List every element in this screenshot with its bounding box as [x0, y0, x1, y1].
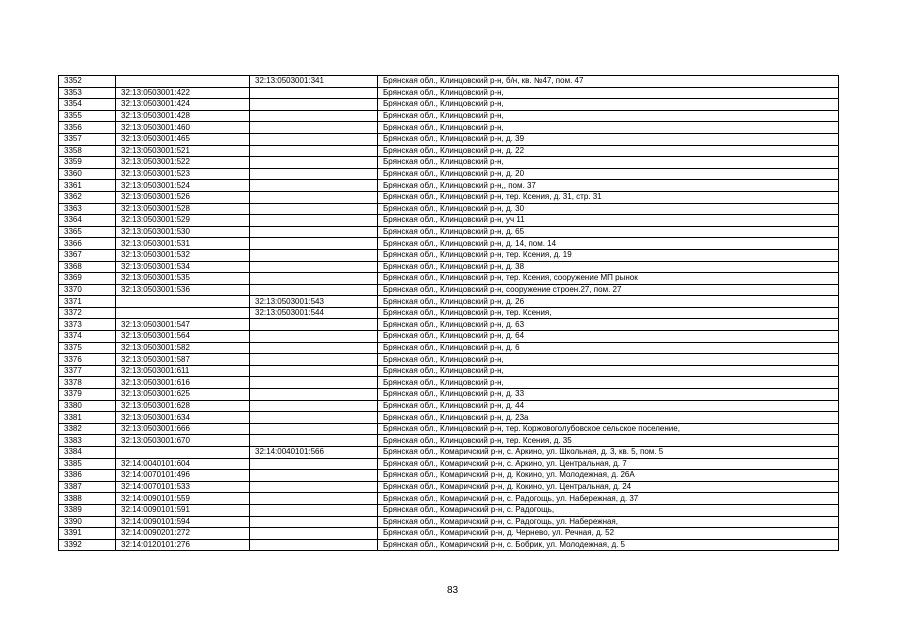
cadastral-building-cell	[250, 435, 378, 447]
cadastral-building-cell	[250, 122, 378, 134]
row-number-cell: 3356	[59, 122, 116, 134]
table-row	[59, 481, 839, 493]
registry-table	[58, 75, 839, 551]
cadastral-building-cell	[250, 400, 378, 412]
address-cell: Брянская обл., Клинцовский р-н, д. 38	[378, 261, 839, 273]
table-row	[59, 423, 839, 435]
cadastral-land-cell: 32:13:0503001:625	[116, 389, 250, 401]
cadastral-building-cell	[250, 412, 378, 424]
cadastral-land-cell: 32:13:0503001:564	[116, 331, 250, 343]
table-row	[59, 110, 839, 122]
address-cell: Брянская обл., Клинцовский р-н, д. 23а	[378, 412, 839, 424]
row-number-cell: 3352	[59, 76, 116, 88]
cadastral-land-cell: 32:13:0503001:529	[116, 215, 250, 227]
cadastral-land-cell: 32:13:0503001:521	[116, 145, 250, 157]
cadastral-building-cell	[250, 133, 378, 145]
address-cell: Брянская обл., Клинцовский р-н,	[378, 377, 839, 389]
cadastral-land-cell	[116, 296, 250, 308]
table-row	[59, 504, 839, 516]
address-cell: Брянская обл., Комаричский р-н, с. Бобрик, ул. Молодежная, д. 5	[378, 539, 839, 551]
cadastral-building-cell	[250, 319, 378, 331]
cadastral-building-cell	[250, 354, 378, 366]
address-cell: Брянская обл., Клинцовский р-н, тер. Ксения, д. 19	[378, 249, 839, 261]
cadastral-land-cell: 32:14:0040101:604	[116, 458, 250, 470]
cadastral-land-cell: 32:13:0503001:422	[116, 87, 250, 99]
address-cell: Брянская обл., Клинцовский р-н,	[378, 365, 839, 377]
row-number-cell: 3374	[59, 331, 116, 343]
cadastral-land-cell: 32:13:0503001:536	[116, 284, 250, 296]
cadastral-land-cell: 32:13:0503001:611	[116, 365, 250, 377]
table-row	[59, 249, 839, 261]
cadastral-building-cell	[250, 145, 378, 157]
row-number-cell: 3353	[59, 87, 116, 99]
cadastral-land-cell: 32:13:0503001:666	[116, 423, 250, 435]
cadastral-building-cell	[250, 470, 378, 482]
cadastral-land-cell: 32:14:0120101:276	[116, 539, 250, 551]
table-row	[59, 412, 839, 424]
cadastral-land-cell: 32:13:0503001:522	[116, 157, 250, 169]
table-row	[59, 273, 839, 285]
cadastral-land-cell: 32:13:0503001:428	[116, 110, 250, 122]
cadastral-land-cell	[116, 307, 250, 319]
cadastral-building-cell	[250, 377, 378, 389]
cadastral-building-cell	[250, 215, 378, 227]
cadastral-building-cell	[250, 191, 378, 203]
address-cell: Брянская обл., Клинцовский р-н, д. 26	[378, 296, 839, 308]
cadastral-building-cell	[250, 99, 378, 111]
cadastral-land-cell: 32:13:0503001:532	[116, 249, 250, 261]
row-number-cell: 3369	[59, 273, 116, 285]
cadastral-building-cell: 32:14:0040101:566	[250, 447, 378, 459]
cadastral-building-cell	[250, 203, 378, 215]
table-row	[59, 122, 839, 134]
address-cell: Брянская обл., Клинцовский р-н,	[378, 157, 839, 169]
address-cell: Брянская обл., Клинцовский р-н,	[378, 99, 839, 111]
table-row	[59, 191, 839, 203]
cadastral-land-cell: 32:14:0090101:559	[116, 493, 250, 505]
table-row	[59, 354, 839, 366]
row-number-cell: 3368	[59, 261, 116, 273]
cadastral-land-cell: 32:13:0503001:670	[116, 435, 250, 447]
cadastral-building-cell	[250, 261, 378, 273]
address-cell: Брянская обл., Клинцовский р-н, д. 44	[378, 400, 839, 412]
cadastral-land-cell: 32:13:0503001:534	[116, 261, 250, 273]
row-number-cell: 3357	[59, 133, 116, 145]
cadastral-building-cell	[250, 273, 378, 285]
cadastral-building-cell	[250, 365, 378, 377]
address-cell: Брянская обл., Клинцовский р-н, д. 65	[378, 226, 839, 238]
cadastral-land-cell: 32:13:0503001:528	[116, 203, 250, 215]
cadastral-building-cell	[250, 342, 378, 354]
row-number-cell: 3387	[59, 481, 116, 493]
row-number-cell: 3392	[59, 539, 116, 551]
cadastral-land-cell: 32:14:0090101:594	[116, 516, 250, 528]
cadastral-building-cell	[250, 226, 378, 238]
table-row	[59, 99, 839, 111]
cadastral-building-cell	[250, 110, 378, 122]
address-cell: Брянская обл., Клинцовский р-н, д. 64	[378, 331, 839, 343]
row-number-cell: 3386	[59, 470, 116, 482]
cadastral-land-cell: 32:13:0503001:628	[116, 400, 250, 412]
cadastral-building-cell	[250, 481, 378, 493]
cadastral-land-cell	[116, 76, 250, 88]
address-cell: Брянская обл., Клинцовский р-н, тер. Ксения,	[378, 307, 839, 319]
cadastral-building-cell	[250, 423, 378, 435]
table-row	[59, 226, 839, 238]
cadastral-land-cell: 32:13:0503001:424	[116, 99, 250, 111]
row-number-cell: 3366	[59, 238, 116, 250]
row-number-cell: 3361	[59, 180, 116, 192]
cadastral-land-cell: 32:13:0503001:524	[116, 180, 250, 192]
row-number-cell: 3367	[59, 249, 116, 261]
cadastral-land-cell: 32:13:0503001:526	[116, 191, 250, 203]
address-cell: Брянская обл., Комаричский р-н, с. Аркино, ул. Центральная, д. 7	[378, 458, 839, 470]
table-row	[59, 261, 839, 273]
row-number-cell: 3359	[59, 157, 116, 169]
table-row	[59, 493, 839, 505]
address-cell: Брянская обл., Клинцовский р-н, б/н, кв. №47, пом. 47	[378, 76, 839, 88]
cadastral-building-cell: 32:13:0503001:543	[250, 296, 378, 308]
address-cell: Брянская обл., Клинцовский р-н,	[378, 87, 839, 99]
table-row	[59, 180, 839, 192]
cadastral-land-cell: 32:14:0070101:496	[116, 470, 250, 482]
cadastral-land-cell: 32:14:0070101:533	[116, 481, 250, 493]
address-cell: Брянская обл., Клинцовский р-н, уч 11	[378, 215, 839, 227]
table-row	[59, 296, 839, 308]
table-row	[59, 389, 839, 401]
cadastral-building-cell	[250, 249, 378, 261]
table-row	[59, 377, 839, 389]
row-number-cell: 3383	[59, 435, 116, 447]
cadastral-building-cell	[250, 157, 378, 169]
address-cell: Брянская обл., Клинцовский р-н, сооружение строен.27, пом. 27	[378, 284, 839, 296]
cadastral-land-cell: 32:13:0503001:616	[116, 377, 250, 389]
cadastral-building-cell	[250, 389, 378, 401]
cadastral-building-cell	[250, 493, 378, 505]
table-row	[59, 133, 839, 145]
address-cell: Брянская обл., Комаричский р-н, д. Кокино, ул. Молодежная, д. 26А	[378, 470, 839, 482]
table-row	[59, 157, 839, 169]
address-cell: Брянская обл., Клинцовский р-н,	[378, 354, 839, 366]
cadastral-building-cell	[250, 331, 378, 343]
cadastral-land-cell: 32:13:0503001:531	[116, 238, 250, 250]
table-row	[59, 307, 839, 319]
address-cell: Брянская обл., Комаричский р-н, с. Радогощь, ул. Набережная,	[378, 516, 839, 528]
table-row	[59, 435, 839, 447]
page-number: 83	[446, 585, 459, 596]
address-cell: Брянская обл., Клинцовский р-н, д. 20	[378, 168, 839, 180]
table-row	[59, 203, 839, 215]
table-row	[59, 215, 839, 227]
cadastral-building-cell	[250, 238, 378, 250]
table-row	[59, 238, 839, 250]
table-row	[59, 470, 839, 482]
row-number-cell: 3380	[59, 400, 116, 412]
table-row	[59, 284, 839, 296]
table-row	[59, 458, 839, 470]
cadastral-building-cell	[250, 180, 378, 192]
row-number-cell: 3372	[59, 307, 116, 319]
row-number-cell: 3360	[59, 168, 116, 180]
row-number-cell: 3375	[59, 342, 116, 354]
cadastral-land-cell: 32:13:0503001:582	[116, 342, 250, 354]
cadastral-building-cell	[250, 284, 378, 296]
table-row	[59, 145, 839, 157]
cadastral-land-cell: 32:14:0090101:591	[116, 504, 250, 516]
address-cell: Брянская обл., Клинцовский р-н, д. 30	[378, 203, 839, 215]
address-cell: Брянская обл., Клинцовский р-н, тер. Коржовоголубовское сельское поселение,	[378, 423, 839, 435]
row-number-cell: 3391	[59, 528, 116, 540]
address-cell: Брянская обл., Клинцовский р-н, тер. Ксения, д. 31, стр. 31	[378, 191, 839, 203]
row-number-cell: 3365	[59, 226, 116, 238]
table-row	[59, 76, 839, 88]
address-cell: Брянская обл., Клинцовский р-н, д. 22	[378, 145, 839, 157]
cadastral-land-cell: 32:13:0503001:587	[116, 354, 250, 366]
row-number-cell: 3384	[59, 447, 116, 459]
cadastral-land-cell: 32:14:0090201:272	[116, 528, 250, 540]
table-row	[59, 447, 839, 459]
address-cell: Брянская обл., Комаричский р-н, с. Радогощь,	[378, 504, 839, 516]
cadastral-land-cell: 32:13:0503001:530	[116, 226, 250, 238]
cadastral-building-cell	[250, 539, 378, 551]
cadastral-land-cell: 32:13:0503001:535	[116, 273, 250, 285]
address-cell: Брянская обл., Клинцовский р-н,, пом. 37	[378, 180, 839, 192]
table-row	[59, 400, 839, 412]
row-number-cell: 3388	[59, 493, 116, 505]
registry-table-body	[59, 76, 839, 551]
address-cell: Брянская обл., Комаричский р-н, д. Кокино, ул. Центральная, д. 24	[378, 481, 839, 493]
row-number-cell: 3378	[59, 377, 116, 389]
table-row	[59, 342, 839, 354]
table-row	[59, 87, 839, 99]
address-cell: Брянская обл., Клинцовский р-н, тер. Ксения, д. 35	[378, 435, 839, 447]
row-number-cell: 3370	[59, 284, 116, 296]
address-cell: Брянская обл., Клинцовский р-н, д. 6	[378, 342, 839, 354]
row-number-cell: 3371	[59, 296, 116, 308]
cadastral-building-cell: 32:13:0503001:544	[250, 307, 378, 319]
row-number-cell: 3376	[59, 354, 116, 366]
address-cell: Брянская обл., Клинцовский р-н, тер. Ксения, сооружение МП рынок	[378, 273, 839, 285]
cadastral-land-cell: 32:13:0503001:465	[116, 133, 250, 145]
row-number-cell: 3354	[59, 99, 116, 111]
cadastral-land-cell: 32:13:0503001:523	[116, 168, 250, 180]
table-row	[59, 516, 839, 528]
table-row	[59, 331, 839, 343]
row-number-cell: 3379	[59, 389, 116, 401]
cadastral-land-cell	[116, 447, 250, 459]
cadastral-land-cell: 32:13:0503001:634	[116, 412, 250, 424]
cadastral-building-cell	[250, 528, 378, 540]
address-cell: Брянская обл., Клинцовский р-н, д. 14, пом. 14	[378, 238, 839, 250]
row-number-cell: 3362	[59, 191, 116, 203]
cadastral-building-cell	[250, 458, 378, 470]
row-number-cell: 3364	[59, 215, 116, 227]
cadastral-land-cell: 32:13:0503001:460	[116, 122, 250, 134]
cadastral-building-cell	[250, 516, 378, 528]
address-cell: Брянская обл., Комаричский р-н, с. Аркино, ул. Школьная, д. 3, кв. 5, пом. 5	[378, 447, 839, 459]
address-cell: Брянская обл., Клинцовский р-н,	[378, 122, 839, 134]
cadastral-building-cell	[250, 504, 378, 516]
row-number-cell: 3363	[59, 203, 116, 215]
row-number-cell: 3381	[59, 412, 116, 424]
row-number-cell: 3385	[59, 458, 116, 470]
address-cell: Брянская обл., Клинцовский р-н, д. 33	[378, 389, 839, 401]
cadastral-land-cell: 32:13:0503001:547	[116, 319, 250, 331]
table-row	[59, 539, 839, 551]
table-row	[59, 365, 839, 377]
row-number-cell: 3389	[59, 504, 116, 516]
address-cell: Брянская обл., Клинцовский р-н, д. 63	[378, 319, 839, 331]
row-number-cell: 3382	[59, 423, 116, 435]
row-number-cell: 3373	[59, 319, 116, 331]
table-row	[59, 528, 839, 540]
row-number-cell: 3377	[59, 365, 116, 377]
cadastral-building-cell	[250, 168, 378, 180]
address-cell: Брянская обл., Комаричский р-н, д. Чернево, ул. Речная, д. 52	[378, 528, 839, 540]
row-number-cell: 3390	[59, 516, 116, 528]
address-cell: Брянская обл., Клинцовский р-н,	[378, 110, 839, 122]
address-cell: Брянская обл., Комаричский р-н, с. Радогощь, ул. Набережная, д. 37	[378, 493, 839, 505]
row-number-cell: 3358	[59, 145, 116, 157]
table-row	[59, 168, 839, 180]
row-number-cell: 3355	[59, 110, 116, 122]
cadastral-building-cell: 32:13:0503001:341	[250, 76, 378, 88]
address-cell: Брянская обл., Клинцовский р-н, д. 39	[378, 133, 839, 145]
cadastral-building-cell	[250, 87, 378, 99]
table-row	[59, 319, 839, 331]
